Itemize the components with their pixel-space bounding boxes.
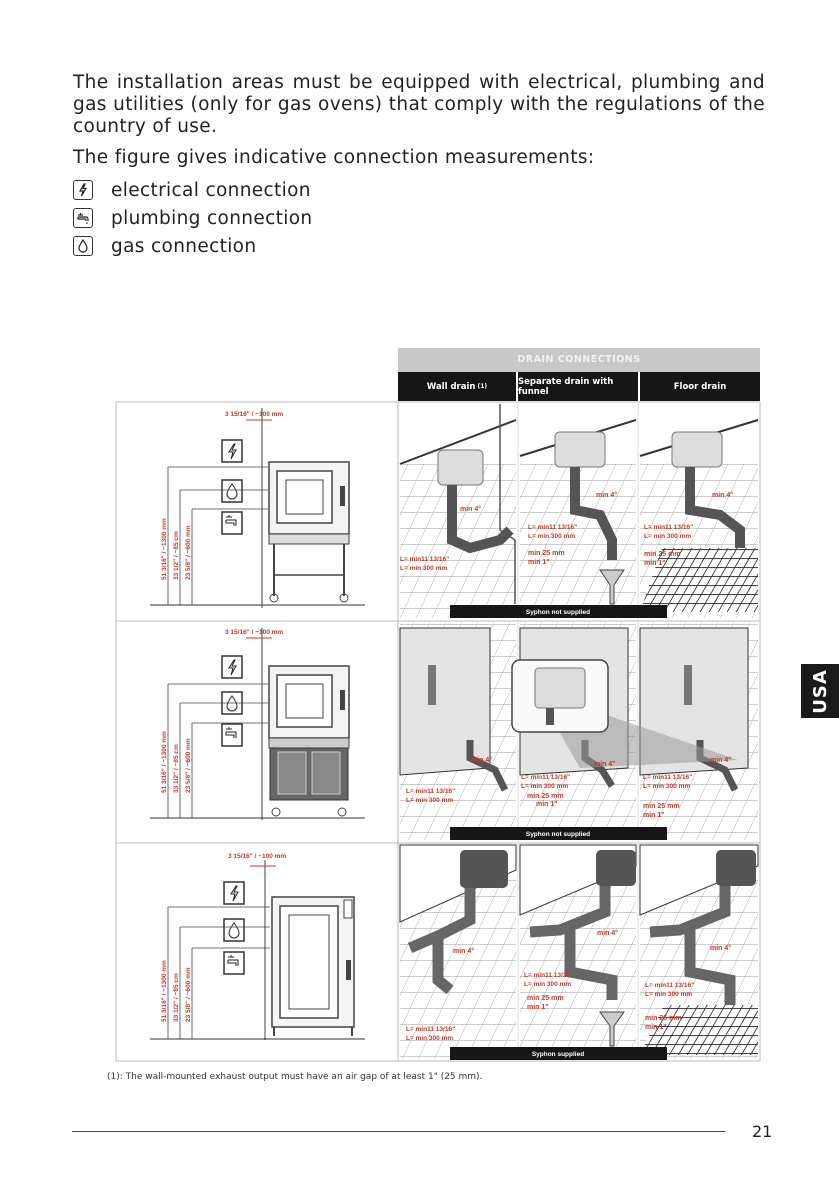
length-label: L= min 300 mm: [528, 533, 576, 540]
gap-label: min 1": [528, 559, 550, 566]
length-label: L= min 300 mm: [521, 783, 569, 790]
top-dimension: 3 15/16" / ~100 mm: [225, 411, 284, 418]
slope-label: min 4°: [460, 506, 482, 513]
gap-label: min 25 mm: [528, 550, 565, 557]
height-dimension: 23 5/8" / ~600 mm: [185, 738, 192, 793]
length-label: L= min 300 mm: [400, 565, 448, 572]
oven-diagram-row1: [150, 408, 365, 608]
footer-rule: [72, 1131, 725, 1132]
gap-label: min 1": [644, 560, 666, 567]
height-dimension: 33 1/2" / ~85 cm: [173, 973, 180, 1022]
length-label: L= min11 13/16": [644, 524, 694, 531]
length-label: L= min11 13/16": [400, 556, 450, 563]
length-label: L= min11 13/16": [528, 524, 578, 531]
height-dimension: 51 3/16" / ~1300 mm: [161, 518, 168, 580]
length-label: L= min11 13/16": [524, 972, 574, 979]
legend-label: gas connection: [111, 235, 257, 257]
syphon-label: Syphon supplied: [531, 1051, 585, 1058]
length-label: L= min11 13/16": [643, 774, 693, 781]
length-label: L= min 300 mm: [406, 797, 454, 804]
page-number: 21: [752, 1122, 773, 1141]
oven-diagram-row2: [150, 628, 365, 820]
gap-label: min 1": [645, 1024, 667, 1031]
length-label: L= min11 13/16": [521, 774, 571, 781]
length-label: L= min11 13/16": [406, 788, 456, 795]
oven-diagram-row3: [150, 860, 365, 1040]
height-dimension: 23 5/8" / ~600 mm: [185, 967, 192, 1022]
drain-panels-row2: [400, 623, 758, 840]
slope-label: min 4°: [594, 761, 616, 768]
gap-label: min 25 mm: [527, 793, 564, 800]
height-dimension: 51 3/16" / ~1300 mm: [161, 960, 168, 1022]
gap-label: min 1": [536, 801, 558, 808]
top-dimension: 3 15/16" / ~100 mm: [225, 629, 284, 636]
legend-label: electrical connection: [111, 179, 311, 201]
usa-side-tab: USA: [801, 664, 839, 718]
length-label: L= min 300 mm: [406, 1035, 454, 1042]
drain-connections-title: DRAIN CONNECTIONS: [398, 348, 760, 372]
slope-label: min 4°: [453, 948, 475, 955]
length-label: L= min 300 mm: [645, 991, 693, 998]
drain-panels-row1: [400, 404, 758, 618]
slope-label: min 4°: [712, 492, 734, 499]
length-label: L= min 300 mm: [643, 783, 691, 790]
slope-label: min 4°: [596, 492, 618, 499]
gap-label: min 1": [527, 1004, 549, 1011]
slope-label: min 4°: [710, 945, 732, 952]
top-dimension: 3 15/16" / ~100 mm: [228, 853, 287, 860]
column-header-funnel-drain: Separate drain with funnel: [518, 372, 638, 401]
gap-label: min 25 mm: [645, 1015, 682, 1022]
gap-label: min 1": [643, 812, 665, 819]
gap-label: min 25 mm: [527, 995, 564, 1002]
slope-label: min 4°: [471, 757, 493, 764]
syphon-label: Syphon not supplied: [525, 831, 591, 838]
gap-label: min 25 mm: [644, 551, 681, 558]
lead-sentence: The figure gives indicative connection measurements:: [73, 147, 595, 168]
height-dimension: 23 5/8" / ~600 mm: [185, 525, 192, 580]
length-label: L= min11 13/16": [406, 1026, 456, 1033]
length-label: L= min 300 mm: [644, 533, 692, 540]
length-label: L= min11 13/16": [645, 982, 695, 989]
gap-label: min 25 mm: [643, 803, 680, 810]
column-header-floor-drain: Floor drain: [640, 372, 760, 401]
height-dimension: 51 3/16" / ~1300 mm: [161, 731, 168, 793]
length-label: L= min 300 mm: [524, 981, 572, 988]
column-header-wall-drain: Wall drain (1): [398, 372, 516, 401]
intro-paragraph: The installation areas must be equipped with electrical, plumbing and gas utilities (only for gas ovens) that comply with the regulations of the country of use.: [73, 72, 765, 137]
slope-label: min 4°: [710, 757, 732, 764]
legend-label: plumbing connection: [111, 207, 313, 229]
syphon-label: Syphon not supplied: [525, 609, 591, 616]
footnote: (1): The wall-mounted exhaust output must have an air gap of at least 1" (25 mm).: [107, 1072, 483, 1082]
slope-label: min 4°: [597, 930, 619, 937]
height-dimension: 33 1/2" / ~85 cm: [173, 744, 180, 793]
height-dimension: 33 1/2" / ~85 cm: [173, 531, 180, 580]
